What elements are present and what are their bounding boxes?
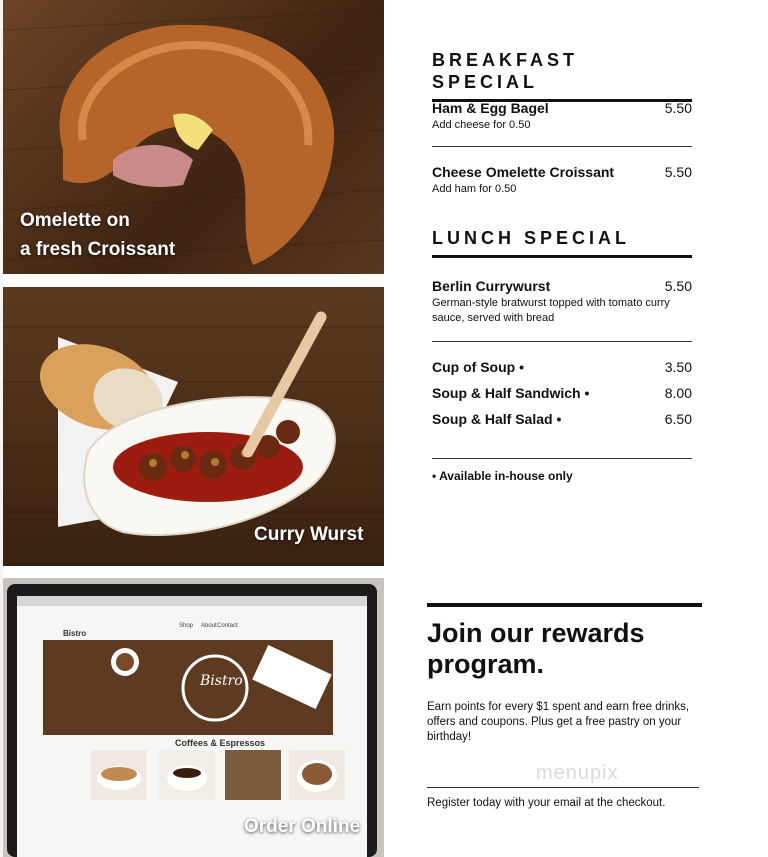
item-price: 5.50 bbox=[664, 100, 692, 116]
item-description: Add cheese for 0.50 bbox=[432, 119, 531, 131]
item-price: 5.50 bbox=[664, 278, 692, 294]
item-name: Cheese Omelette Croissant bbox=[432, 164, 615, 180]
item-description: Add ham for 0.50 bbox=[432, 183, 517, 195]
divider bbox=[432, 458, 692, 459]
item-price: 3.50 bbox=[664, 359, 692, 375]
croissant-caption-line2: a fresh Croissant bbox=[20, 239, 176, 260]
item-price: 8.00 bbox=[664, 385, 692, 401]
register-note: Register today with your email at the checkout. bbox=[427, 797, 666, 809]
screen-heading: Coffees & Espressos bbox=[175, 738, 266, 748]
screen-nav-shop: Shop bbox=[179, 623, 194, 629]
menu-item bbox=[432, 358, 692, 376]
item-description: German-style bratwurst topped with tomato curry sauce, served with bread bbox=[432, 297, 670, 324]
item-name: Cup of Soup • bbox=[432, 359, 524, 375]
croissant-photo bbox=[3, 0, 384, 274]
screen-nav-contact: Contact bbox=[217, 623, 238, 629]
item-name: Soup & Half Sandwich • bbox=[432, 385, 590, 401]
rewards-description: Earn points for every $1 spent and earn free drinks, offers and coupons. Plus get a free pastry on your birthday! bbox=[427, 701, 690, 743]
item-price: 5.50 bbox=[664, 164, 692, 180]
item-name: Soup & Half Salad • bbox=[432, 411, 562, 427]
screen-nav-about: About bbox=[201, 623, 217, 629]
lunch-special-title: LUNCH SPECIAL bbox=[432, 227, 692, 258]
order-online-photo bbox=[3, 578, 384, 857]
menu-item bbox=[432, 99, 692, 133]
rewards-title: Join our rewards program. bbox=[427, 618, 645, 679]
divider bbox=[432, 146, 692, 147]
screen-logo-text: Bistro bbox=[200, 673, 243, 689]
menu-item bbox=[432, 384, 692, 402]
item-price: 6.50 bbox=[664, 411, 692, 427]
rewards-divider bbox=[427, 603, 702, 607]
item-name: Ham & Egg Bagel bbox=[432, 100, 549, 116]
divider bbox=[427, 787, 699, 788]
in-house-note: • Available in-house only bbox=[432, 469, 573, 483]
photo-column bbox=[3, 0, 384, 857]
croissant-caption-line1: Omelette on bbox=[20, 210, 130, 231]
menu-column bbox=[384, 0, 768, 857]
breakfast-special-title: BREAKFAST SPECIAL bbox=[432, 49, 692, 102]
menu-item bbox=[432, 277, 692, 326]
screen-logo: Bistro bbox=[63, 629, 87, 638]
watermark: menupix bbox=[536, 762, 619, 784]
currywurst-photo bbox=[3, 287, 384, 566]
order-online-caption: Order Online bbox=[244, 816, 361, 837]
menu-item bbox=[432, 410, 692, 428]
divider bbox=[432, 341, 692, 342]
currywurst-caption: Curry Wurst bbox=[254, 524, 364, 545]
menu-item bbox=[432, 163, 692, 197]
item-name: Berlin Currywurst bbox=[432, 278, 551, 294]
